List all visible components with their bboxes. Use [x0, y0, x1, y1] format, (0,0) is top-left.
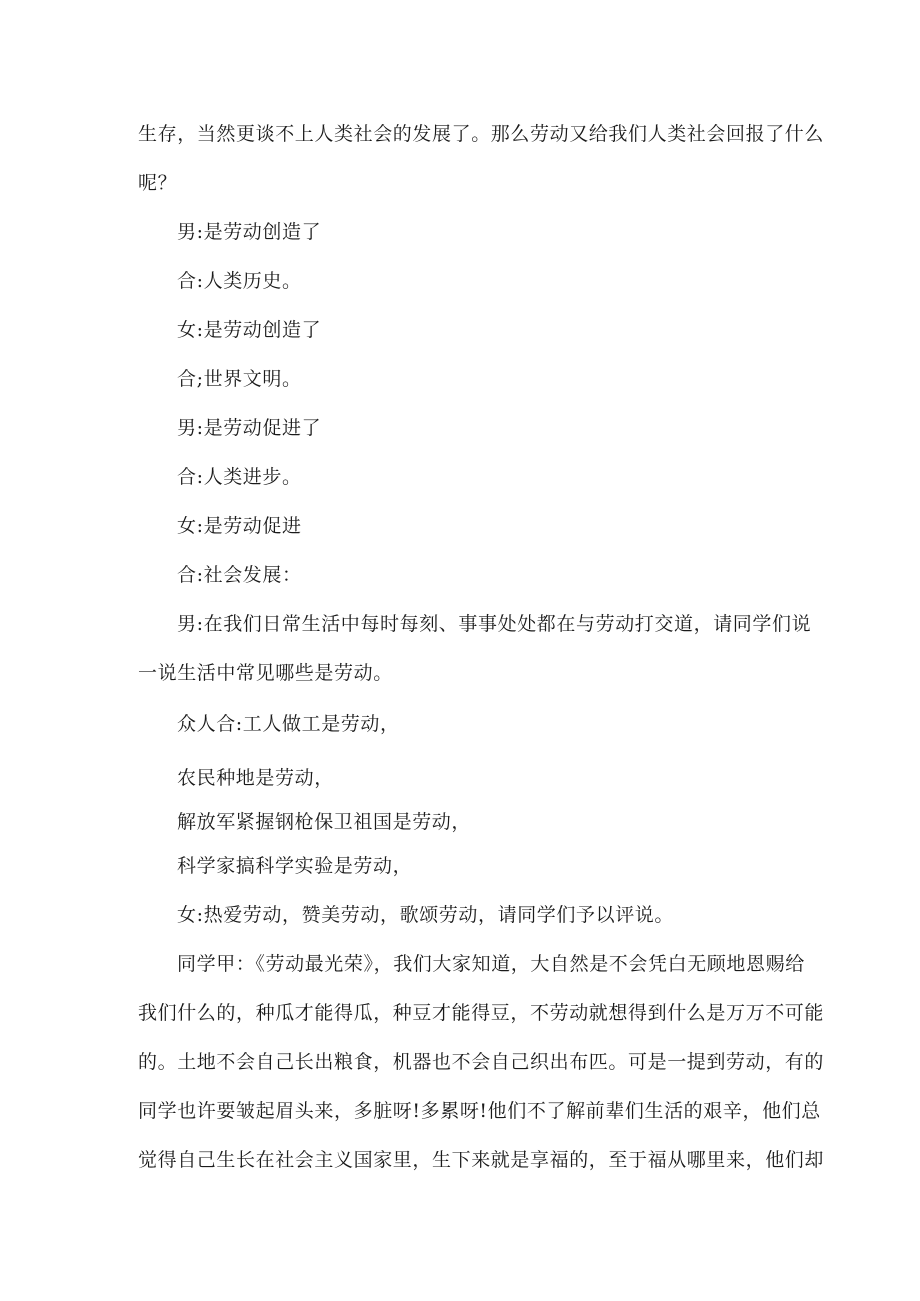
- text-line: 呢？: [138, 172, 178, 194]
- text-line: 农民种地是劳动，: [177, 767, 334, 789]
- text-line: 合;世界文明。: [177, 368, 302, 390]
- text-line: 众人合:工人做工是劳动，: [177, 713, 400, 735]
- text-line: 女:热爱劳动，赞美劳动，歌颂劳动，请同学们予以评说。: [177, 904, 675, 926]
- text-line: 男:在我们日常生活中每时每刻、事事处处都在与劳动打交道，请同学们说: [177, 613, 812, 635]
- text-line: 女:是劳动创造了: [177, 319, 322, 341]
- text-line: 男:是劳动创造了: [177, 221, 322, 243]
- text-line: 同学甲：《劳动最光荣》，我们大家知道，大自然是不会凭白无顾地恩赐给: [177, 953, 805, 975]
- text-line: 合:人类进步。: [177, 466, 302, 488]
- text-line: 女:是劳动促进: [177, 515, 302, 537]
- text-line: 觉得自己生长在社会主义国家里，生下来就是享福的，至于福从哪里来，他们却: [138, 1149, 825, 1171]
- text-line: 解放军紧握钢枪保卫祖国是劳动，: [177, 811, 472, 833]
- text-line: 男:是劳动促进了: [177, 417, 322, 439]
- text-line: 一说生活中常见哪些是劳动。: [138, 662, 393, 684]
- text-line: 科学家搞科学实验是劳动，: [177, 855, 413, 877]
- text-line: 生存，当然更谈不上人类社会的发展了。那么劳动又给我们人类社会回报了什么: [138, 123, 825, 145]
- text-line: 合:人类历史。: [177, 270, 302, 292]
- text-line: 的。土地不会自己长出粮食，机器也不会自己织出布匹。可是一提到劳动，有的: [138, 1051, 825, 1073]
- text-line: 我们什么的，种瓜才能得瓜，种豆才能得豆，不劳动就想得到什么是万万不可能: [138, 1002, 825, 1024]
- text-line: 同学也许要皱起眉头来，多脏呀!多累呀!他们不了解前辈们生活的艰辛，他们总: [138, 1100, 821, 1122]
- text-line: 合:社会发展：: [177, 564, 302, 586]
